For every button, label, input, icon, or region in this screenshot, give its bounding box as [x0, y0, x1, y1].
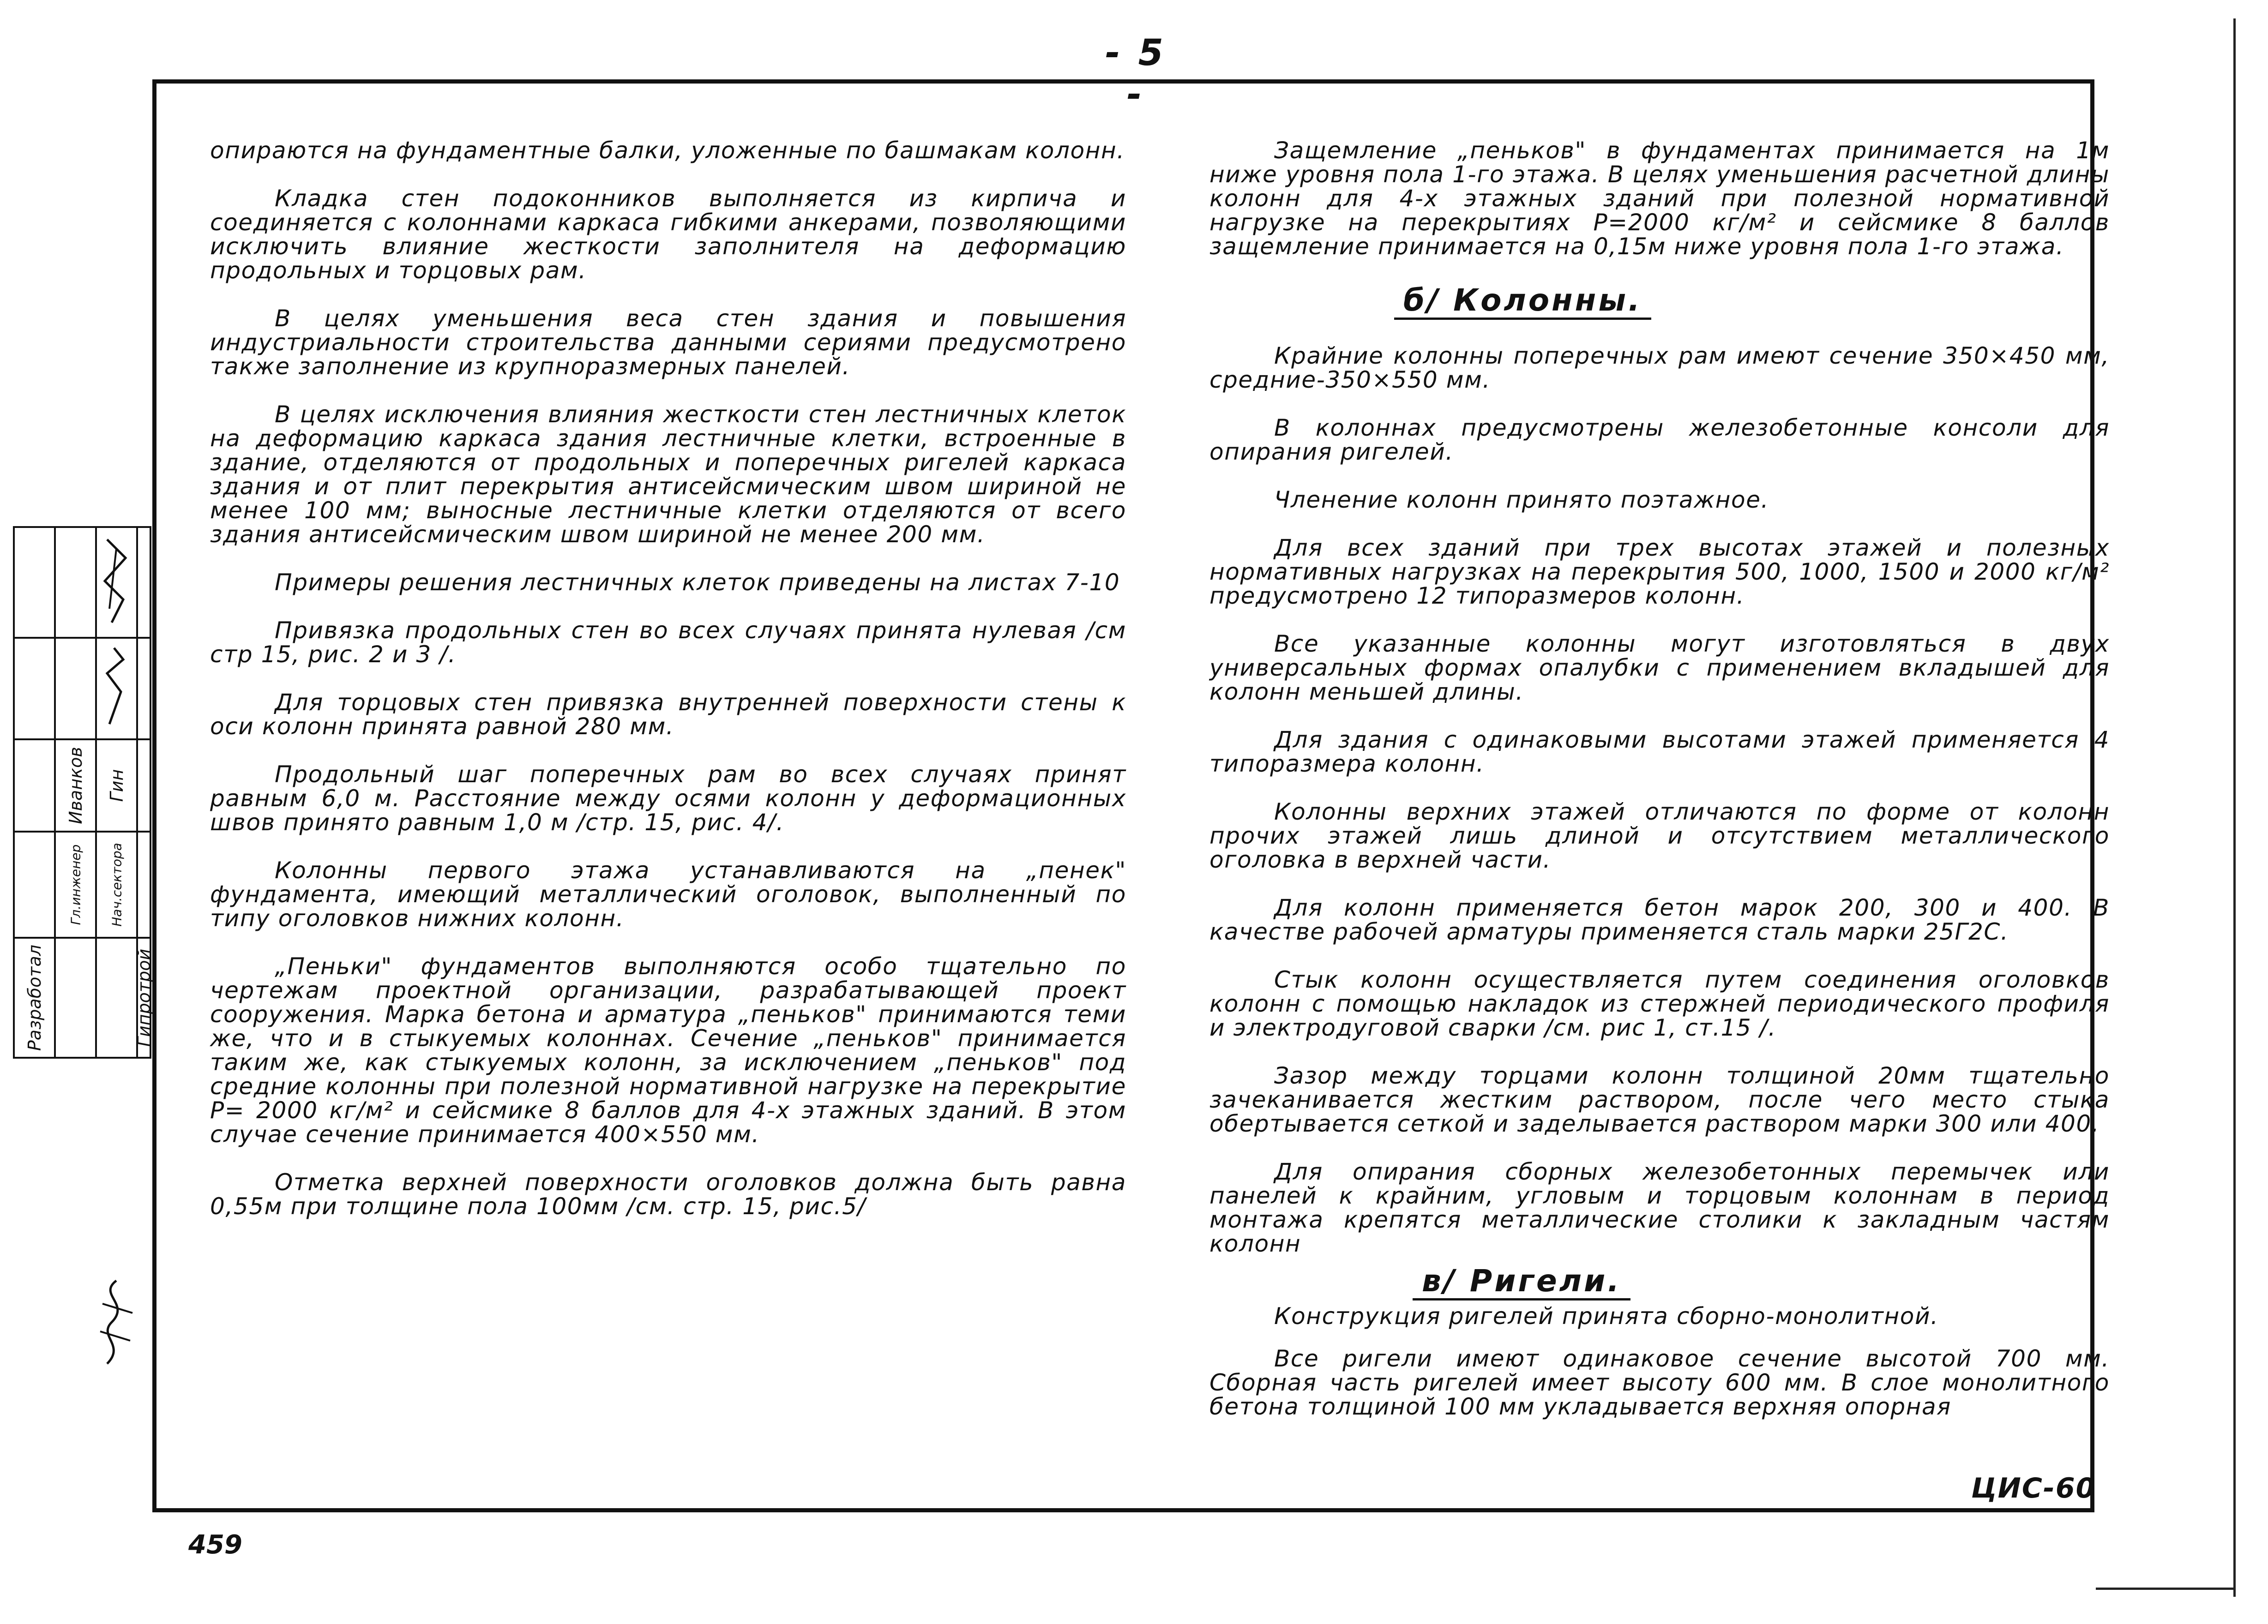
paragraph: Стык колонн осуществляется путем соединения оголовков колонн с помощью накладок из стержней периодического профиля и электродуговой сварки /см. рис 1, ст.15 /.	[1209, 966, 2110, 1041]
document-code: ЦИС-60	[1971, 1472, 2096, 1504]
left-text-column	[210, 138, 1126, 1242]
paragraph: В целях исключения влияния жесткости стен лестничных клеток на деформацию каркаса здания лестничные клетки, встроенные в здание, отделяются от продольных и поперечных ригелей каркаса здания и от плит перекрытия антисейсмическим швом шириной не менее 100 мм; выносные лестничные клетки отделяются от всего здания антисейсмическим швом шириной не менее 200 мм.	[210, 401, 1126, 548]
paragraph: В колоннах предусмотрены железобетонные консоли для опирания ригелей.	[1209, 414, 2110, 465]
paragraph: Все ригели имеют одинаковое сечение высотой 700 мм. Сборная часть ригелей имеет высоту 600 мм. В слое монолитного бетона толщиной 100 мм укладывается верхняя опорная	[1209, 1345, 2110, 1420]
title-block-stamp	[13, 526, 154, 1057]
signature-cell-2	[96, 638, 137, 739]
signature-icon	[98, 530, 135, 636]
paragraph: Колонны первого этажа устанавливаются на „пенек" фундамента, имеющий металлический оголовок, выполненный по типу оголовков нижних колонн.	[210, 857, 1126, 932]
paragraph: Для торцовых стен привязка внутренней поверхности стены к оси колонн принята равной 280 мм.	[210, 689, 1126, 740]
paragraph: опираются на фундаментные балки, уложенные по башмакам колонн.	[210, 137, 1125, 164]
section-heading-columns: б/ Колонны.	[1394, 284, 1651, 320]
paragraph: Колонны верхних этажей отличаются по форме от колонн прочих этажей лишь длиной и отсутствием металлического оголовка в верхней части.	[1209, 798, 2110, 873]
paragraph: Крайние колонны поперечных рам имеют сечение 350×450 мм, средние-350×550 мм.	[1209, 342, 2110, 393]
stamp-role-head-sector: Нач.сектора	[109, 843, 124, 927]
sheet-number: 459	[188, 1530, 242, 1560]
paragraph: Привязка продольных стен во всех случаях принята нулевая /см стр 15, рис. 2 и 3 /.	[210, 617, 1126, 668]
right-text-column	[1209, 138, 2110, 1443]
stamp-role-chief-engineer: Гл.инженер	[68, 844, 83, 925]
left-margin-signature-icon	[89, 1276, 144, 1368]
page-number: - 5 -	[1105, 32, 1166, 115]
paragraph: Для всех зданий при трех высотах этажей и полезных нормативных нагрузках на перекрытия 500, 1000, 1500 и 2000 кг/м² предусмотрено 12 типоразмеров колонн.	[1209, 534, 2110, 609]
signature-icon	[98, 641, 135, 733]
stamp-name-ivankov: Иванков	[65, 747, 86, 824]
paragraph: Кладка стен подоконников выполняется из кирпича и соединяется с колоннами каркаса гибкими анкерами, позволяющими исключить влияние жесткости заполнителя на деформацию продольных и торцовых рам.	[210, 185, 1126, 284]
stamp-role-developed: Разработал	[24, 944, 45, 1051]
paragraph: Примеры решения лестничных клеток приведены на листах 7-10	[275, 569, 1120, 596]
paragraph: Членение колонн принято поэтажное.	[1274, 486, 1769, 513]
outer-border-right	[2233, 18, 2236, 1597]
outer-border-bottom	[2096, 1588, 2234, 1590]
paragraph: В целях уменьшения веса стен здания и повышения индустриальности строительства данными сериями предусмотрено также заполнение из крупноразмерных панелей.	[210, 305, 1126, 380]
paragraph: Конструкция ригелей принята сборно-монолитной.	[1274, 1303, 1939, 1330]
paragraph: Для опирания сборных железобетонных перемычек или панелей к крайним, угловым и торцовым колоннам в период монтажа крепятся металлические столики к закладным частям колонн	[1209, 1158, 2110, 1257]
paragraph: Для здания с одинаковыми высотами этажей применяется 4 типоразмера колонн.	[1209, 726, 2110, 777]
stamp-organization: Гипротрой	[133, 948, 154, 1047]
paragraph: Все указанные колонны могут изготовляться в двух универсальных формах опалубки с применением вкладышей для колонн меньшей длины.	[1209, 630, 2110, 705]
signature-cell	[96, 527, 137, 638]
stamp-name-gin: Гин	[106, 769, 127, 802]
paragraph: Продольный шаг поперечных рам во всех случаях принят равным 6,0 м. Расстояние между осями колонн у деформационных швов принято равным 1,0 м /стр. 15, рис. 4/.	[210, 761, 1126, 836]
paragraph: Защемление „пеньков" в фундаментах принимается на 1м ниже уровня пола 1-го этажа. В целях уменьшения расчетной длины колонн для 4-х этажных зданий при полезной нормативной нагрузке на перекрытиях P=2000 кг/м² и сейсмике 8 баллов защемление принимается на 0,15м ниже уровня пола 1-го этажа.	[1209, 137, 2110, 260]
section-heading-girders: в/ Ригели.	[1413, 1265, 1630, 1300]
paragraph: Зазор между торцами колонн толщиной 20мм тщательно зачеканивается жестким раствором, после чего место стыка обертывается сеткой и заделывается раствором марки 300 или 400.	[1209, 1062, 2110, 1137]
paragraph: „Пеньки" фундаментов выполняются особо тщательно по чертежам проектной организации, разрабатывающей проект сооружения. Марка бетона и арматура „пеньков" принимаются теми же, что и в стыкуемых колоннах. Сечение „пеньков" принимается таким же, как стыкуемых колонн, за исключением „пеньков" под средние колонны при полезной нормативной нагрузке на перекрытие P= 2000 кг/м² и сейсмике 8 баллов для 4-х этажных зданий. В этом случае сечение принимается 400×550 мм.	[210, 953, 1126, 1148]
paragraph: Для колонн применяется бетон марок 200, 300 и 400. В качестве рабочей арматуры применяется сталь марки 25Г2С.	[1209, 894, 2110, 945]
paragraph: Отметка верхней поверхности оголовков должна быть равна 0,55м при толщине пола 100мм /см. стр. 15, рис.5/	[210, 1169, 1126, 1220]
